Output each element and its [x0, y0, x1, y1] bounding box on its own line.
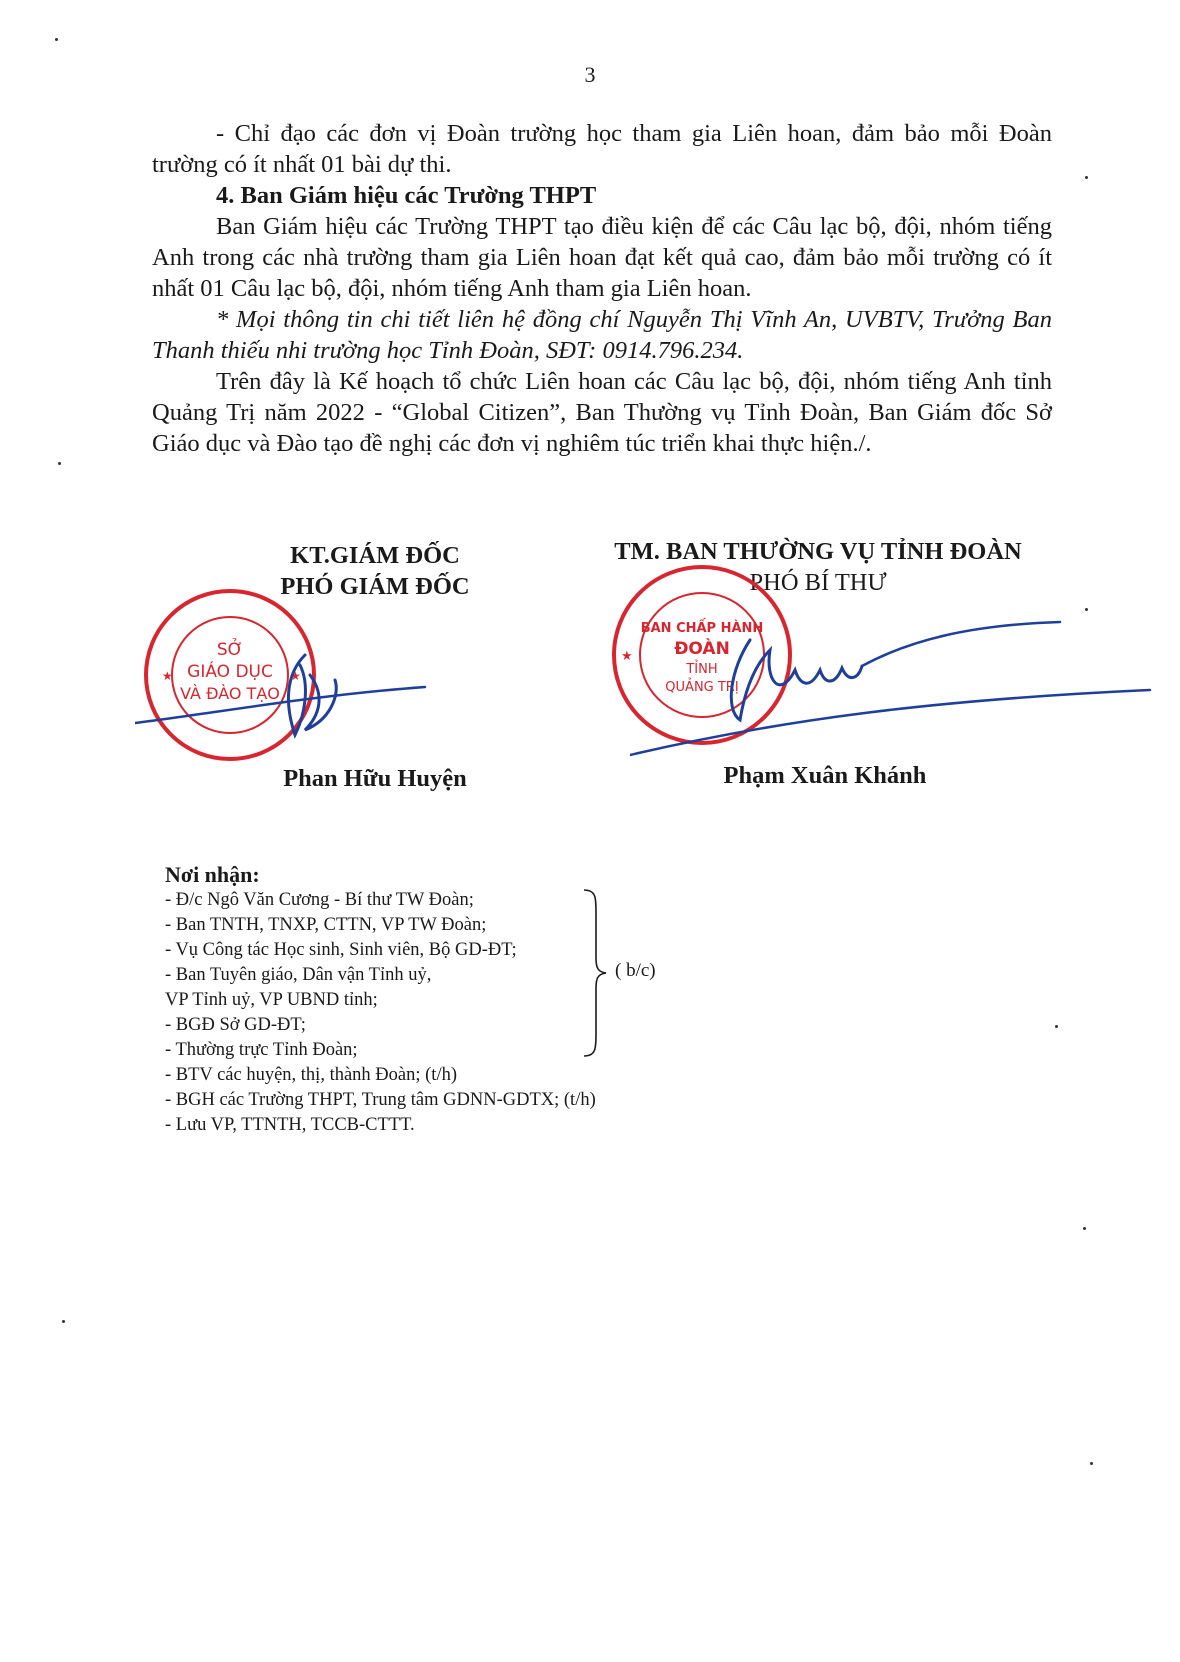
stamp-left-line1: SỞ	[216, 640, 244, 660]
signer-title-left: KT.GIÁM ĐỐC	[290, 542, 460, 569]
stamp-right-line2: ĐOÀN	[674, 639, 730, 659]
stamp-left-line2: GIÁO DỤC	[187, 662, 273, 682]
stamp-right-line4: QUẢNG TRỊ	[665, 680, 739, 695]
recipient-item: - Thường trực Tỉnh Đoàn;	[165, 1040, 358, 1060]
stamp-left-line3: VÀ ĐÀO TẠO	[180, 684, 280, 703]
page-number: 3	[584, 62, 596, 87]
signer-name-right: Phạm Xuân Khánh	[723, 762, 927, 789]
paragraph-school-boards: Ban Giám hiệu các Trường THPT tạo điều kiện để các Câu lạc bộ, đội, nhóm tiếng Anh trong các nhà trường tham gia Liên hoan đạt kết quả cao, đảm bảo mỗi trường có ít nhất 01 Câu lạc bộ, đội, nhóm tiếng Anh tham gia Liên hoan.	[152, 213, 1052, 302]
svg-text:★: ★	[621, 649, 633, 664]
recipient-item: - Ban Tuyên giáo, Dân vận Tỉnh uỷ,	[165, 965, 432, 985]
signer-name-left: Phan Hữu Huyện	[283, 765, 467, 792]
recipient-item: - Lưu VP, TTNTH, TCCB-CTTT.	[165, 1115, 415, 1135]
section-heading-4: 4. Ban Giám hiệu các Trường THPT	[216, 182, 597, 209]
signer-title-right: TM. BAN THƯỜNG VỤ TỈNH ĐOÀN	[614, 538, 1022, 565]
paragraph-closing: Trên đây là Kế hoạch tổ chức Liên hoan các Câu lạc bộ, đội, nhóm tiếng Anh tỉnh Quảng Trị năm 2022 - “Global Citizen”, Ban Thường vụ Tỉnh Đoàn, Ban Giám đốc Sở Giáo dục và Đào tạo đề nghị các đơn vị nghiêm túc triển khai thực hiện./.	[152, 368, 1052, 457]
recipient-item: - Vụ Công tác Học sinh, Sinh viên, Bộ GD-ĐT;	[165, 940, 517, 960]
recipient-item: VP Tỉnh uỷ, VP UBND tỉnh;	[165, 990, 378, 1010]
signature-right	[630, 610, 1160, 760]
paragraph-directive: - Chỉ đạo các đơn vị Đoàn trường học tham gia Liên hoan, đảm bảo mỗi Đoàn trường có ít nhất 01 bài dự thi.	[152, 120, 1052, 178]
signer-role-left: PHÓ GIÁM ĐỐC	[280, 573, 470, 600]
recipient-item: - BGH các Trường THPT, Trung tâm GDNN-GDTX; (t/h)	[165, 1090, 596, 1110]
svg-text:★: ★	[290, 669, 301, 683]
body-text	[152, 118, 1052, 459]
recipients-title: Nơi nhận:	[165, 862, 260, 887]
signature-left	[135, 635, 455, 765]
recipients-list	[165, 862, 865, 1138]
grouping-brace	[580, 888, 610, 1058]
recipient-item: - BGĐ Sở GD-ĐT;	[165, 1015, 306, 1035]
contact-note: * Mọi thông tin chi tiết liên hệ đồng chí Nguyễn Thị Vĩnh An, UVBTV, Trưởng Ban Thanh thiếu nhi trường học Tỉnh Đoàn, SĐT: 0914.796.234.	[152, 306, 1052, 364]
brace-label: ( b/c)	[615, 960, 656, 981]
signer-role-right: PHÓ BÍ THƯ	[749, 569, 887, 596]
stamp-right-line3: TỈNH	[686, 662, 718, 677]
recipient-item: - BTV các huyện, thị, thành Đoàn; (t/h)	[165, 1065, 457, 1085]
recipient-item: - Ban TNTH, TNXP, CTTN, VP TW Đoàn;	[165, 915, 487, 935]
stamp-right-line1: BAN CHẤP HÀNH	[640, 621, 764, 636]
svg-text:★: ★	[162, 669, 173, 683]
recipient-item: - Đ/c Ngô Văn Cương - Bí thư TW Đoàn;	[165, 890, 474, 910]
